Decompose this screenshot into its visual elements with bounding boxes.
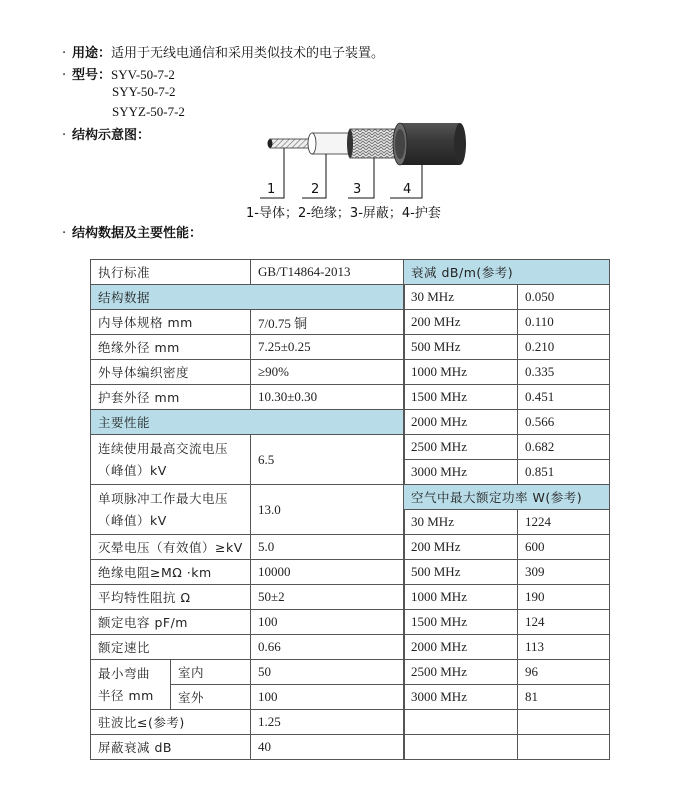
table-row [404,410,610,435]
label-line-1: 单项脉冲工作最大电压 [98,490,229,506]
power-value: 96 [518,660,610,685]
section-structure: 结构数据 [91,285,405,310]
jacket-icon [393,123,466,165]
label-line-1: 最小弯曲 [98,665,151,681]
table-row [404,685,610,710]
outdoor-label: 室外 [171,685,251,710]
conductor-icon [268,139,311,148]
row-value: 50±2 [251,585,405,610]
label-line-2: 半径 mm [98,687,154,703]
row-value: 10.30±0.30 [251,385,405,410]
table-row [404,360,610,385]
power-value: 1224 [518,510,610,535]
label-line-1: 连续使用最高交流电压 [98,440,229,456]
indoor-label: 室内 [171,660,251,685]
power-value: 81 [518,685,610,710]
empty-cell [404,735,518,760]
part-number-2: 2 [311,182,320,197]
table-row [91,385,405,410]
row-label: 护套外径 mm [91,385,251,410]
row-value: 100 [251,610,405,635]
diagram-caption: 1-导体；2-绝缘；3-屏蔽；4-护套 [246,206,441,221]
table-row [404,310,610,335]
table-row [404,610,610,635]
row-label: 绝缘电阻≥MΩ ·km [91,560,251,585]
row-label: 绝缘外径 mm [91,335,251,360]
structure-performance-table [90,259,405,760]
power-value: 113 [518,635,610,660]
row-label: 屏蔽衰减 dB [91,735,251,760]
table-row [91,585,405,610]
freq: 3000 MHz [404,685,518,710]
attenuation-value: 0.110 [518,310,610,335]
outdoor-value: 100 [251,685,405,710]
row-value: 6.5 [251,435,405,485]
row-value: 1.25 [251,710,405,735]
standard-label: 执行标准 [91,260,251,285]
freq: 2500 MHz [404,660,518,685]
freq: 1000 MHz [404,360,518,385]
model-3: SYYZ-50-7-2 [112,104,185,119]
table-row [91,535,405,560]
bullet-dot: · [62,128,67,143]
freq: 2000 MHz [404,410,518,435]
row-label [91,485,251,535]
bullet-dot: · [62,68,67,83]
data-label: 结构数据及主要性能： [72,226,203,241]
bullet-dot: · [62,226,67,241]
power-value: 600 [518,535,610,560]
model-1: SYV-50-7-2 [111,67,175,82]
freq: 1000 MHz [404,585,518,610]
model-2: SYY-50-7-2 [112,84,176,99]
table-row [404,535,610,560]
freq: 30 MHz [404,285,518,310]
insulation-icon [308,133,350,154]
table-row [404,285,610,310]
table-row [91,560,405,585]
power-value: 190 [518,585,610,610]
row-value: 7.25±0.25 [251,335,405,360]
freq: 200 MHz [404,310,518,335]
data-heading [62,222,202,241]
attenuation-value: 0.451 [518,385,610,410]
attenuation-value: 0.210 [518,335,610,360]
power-header: 空气中最大额定功率 W(参考) [404,485,610,510]
attenuation-value: 0.682 [518,435,610,460]
freq: 2000 MHz [404,635,518,660]
section-header-row [91,285,405,310]
empty-cell [518,710,610,735]
part-number-4: 4 [403,182,412,197]
attenuation-header: 衰减 dB/m(参考) [404,260,610,285]
table-row [91,335,405,360]
table-row [404,585,610,610]
table-row [91,435,405,485]
table-row [404,335,610,360]
empty-row [404,710,610,735]
model-label: 型号： [72,68,112,83]
table-row [404,660,610,685]
power-value: 309 [518,560,610,585]
empty-cell [404,710,518,735]
table-row [91,735,405,760]
model-line [62,64,175,83]
table-row [404,510,610,535]
row-value: 40 [251,735,405,760]
attenuation-value: 0.050 [518,285,610,310]
standard-value: GB/T14864-2013 [251,260,405,285]
attenuation-value: 0.335 [518,360,610,385]
freq: 1500 MHz [404,610,518,635]
row-value: 5.0 [251,535,405,560]
label-line-2: （峰值）kV [98,462,167,478]
table-row [91,660,405,685]
row-label: 平均特性阻抗 Ω [91,585,251,610]
usage-label: 用途： [72,46,112,61]
part-number-3: 3 [353,182,362,197]
table-row [91,710,405,735]
structure-label: 结构示意图： [72,128,151,143]
row-value: 7/0.75 铜 [251,310,405,335]
table-row [404,560,610,585]
row-label [91,435,251,485]
usage-line [62,42,384,61]
section-performance: 主要性能 [91,410,405,435]
bullet-dot: · [62,46,67,61]
bend-radius-label [91,660,171,710]
part-number-1: 1 [267,182,276,197]
freq: 3000 MHz [404,460,518,485]
table-row [404,435,610,460]
indoor-value: 50 [251,660,405,685]
freq: 500 MHz [404,560,518,585]
section-header-row [404,485,610,510]
row-label: 额定电容 pF/m [91,610,251,635]
section-header-row [91,410,405,435]
label-line-2: （峰值）kV [98,512,167,528]
empty-row [404,735,610,760]
structure-diagram-heading [62,124,150,143]
freq: 2500 MHz [404,435,518,460]
row-value: 0.66 [251,635,405,660]
row-label: 内导体规格 mm [91,310,251,335]
freq: 200 MHz [404,535,518,560]
usage-text: 适用于无线电通信和采用类似技术的电子装置。 [111,46,385,61]
section-header-row [404,260,610,285]
table-row [404,385,610,410]
row-label: 驻波比≤(参考) [91,710,251,735]
freq: 30 MHz [404,510,518,535]
table-row [91,610,405,635]
row-value: 10000 [251,560,405,585]
row-label: 外导体编织密度 [91,360,251,385]
attenuation-value: 0.566 [518,410,610,435]
attenuation-power-table [403,259,610,760]
attenuation-value: 0.851 [518,460,610,485]
freq: 500 MHz [404,335,518,360]
empty-cell [518,735,610,760]
row-value: ≥90% [251,360,405,385]
row-label: 灭晕电压（有效值）≥kV [91,535,251,560]
table-row [91,260,405,285]
table-row [404,635,610,660]
row-label: 额定速比 [91,635,251,660]
shield-icon [347,129,398,158]
power-value: 124 [518,610,610,635]
table-row [404,460,610,485]
table-row [91,310,405,335]
row-value: 13.0 [251,485,405,535]
table-row [91,360,405,385]
freq: 1500 MHz [404,385,518,410]
table-row [91,485,405,535]
table-row [91,635,405,660]
